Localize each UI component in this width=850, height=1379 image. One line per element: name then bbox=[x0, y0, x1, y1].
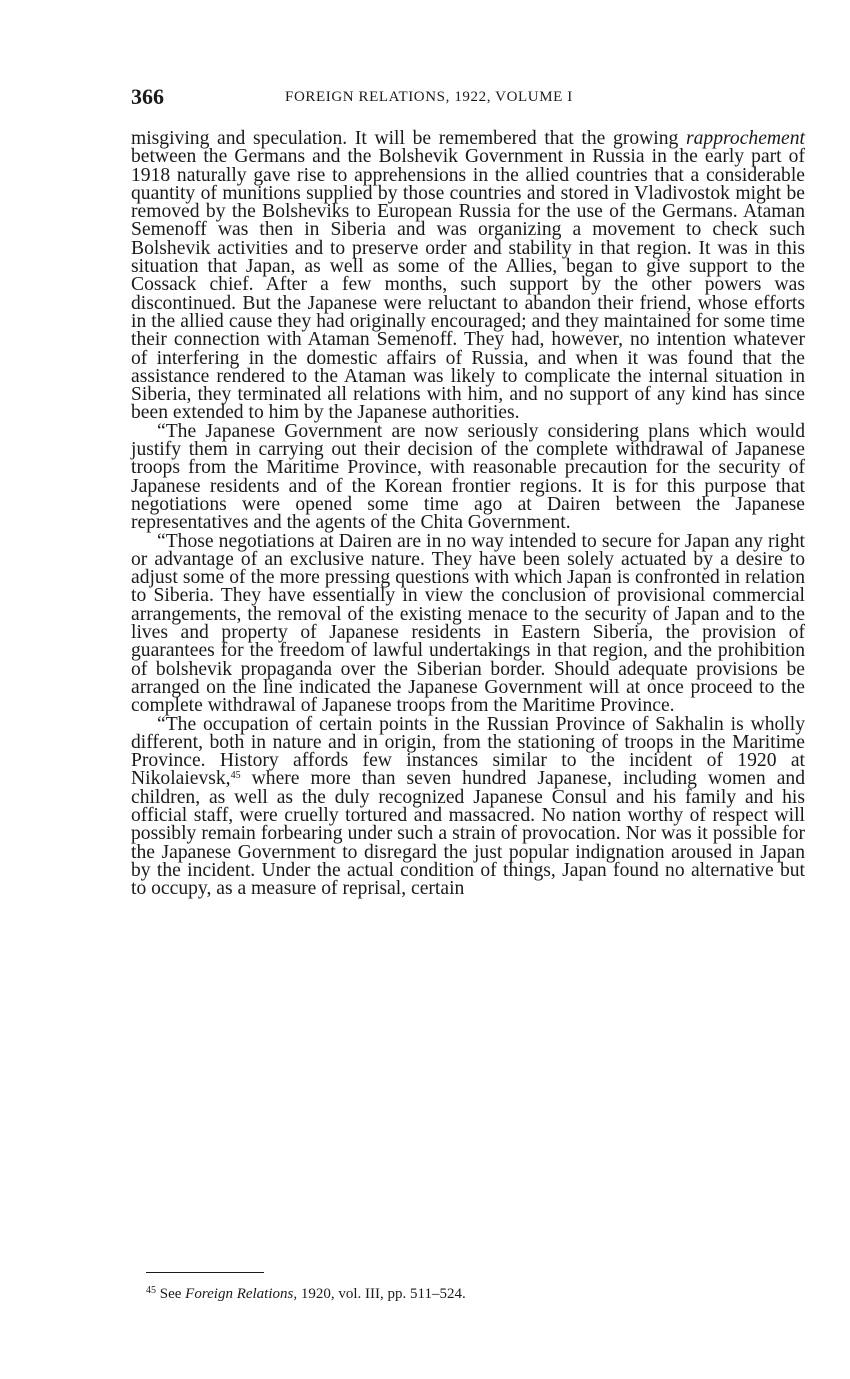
page-header bbox=[131, 84, 805, 108]
footnote-prefix: See bbox=[156, 1286, 186, 1302]
footnote bbox=[146, 1282, 806, 1303]
paragraph-4 bbox=[131, 713, 805, 900]
footnote-title: Foreign Relations, bbox=[185, 1286, 298, 1302]
paragraph-1-emphasis: rapprochement bbox=[686, 128, 805, 149]
paragraph-1 bbox=[131, 130, 805, 423]
running-head: FOREIGN RELATIONS, 1922, VOLUME I bbox=[285, 89, 573, 105]
paragraph-3: “Those negotiations at Dairen are in no way intended to secure for Japan any right or advantage of an exclusive nature. They have been solely actuated by a desire to adjust some of the more pressing questions with which Japan is confronted in relation to Siberia. They have essentially in view the conclusion of provisional commercial arrangements, the removal of the existing menace to the security of Japan and to the lives and property of Japanese residents in Eastern Siberia, the provision of guarantees for the freedom of lawful undertakings in that region, and the prohibition of bolshevik propaganda over the Siberian border. Should adequate provisions be arranged on the line indicated the Japanese Government will at once proceed to the complete withdrawal of Japanese troops from the Maritime Province. bbox=[131, 530, 805, 717]
body-text bbox=[131, 130, 805, 898]
page-number: 366 bbox=[131, 84, 164, 109]
paragraph-2: “The Japanese Government are now seriously considering plans which would justify them in carrying out their decision of the complete withdrawal of Japanese troops from the Maritime Province, with reasonable precaution for the security of Japanese residents and of the Korean frontier regions. It is for this purpose that negotiations were opened some time ago at Dairen between the Japanese representatives and the agents of the Chita Government. bbox=[131, 420, 805, 534]
paragraph-1-text-start: misgiving and speculation. It will be remembered that the growing bbox=[131, 128, 686, 149]
paragraph-4-text-start: “The occupation of certain points in the Russian Province of Sakhalin is wholly different, both in nature and in origin, from the stationing of troops in the Maritime Province. History affords few instances similar to the incident of 1920 at Nikolaievsk, bbox=[131, 713, 805, 790]
paragraph-1-text-end: between the Germans and the Bolshevik Government in Russia in the early part of 1918 naturally gave rise to apprehensions in the allied countries that a considerable quantity of munitions supplied by those countries and stored in Vladivostok might be removed by the Bolsheviks to European Russia for the use of the Germans. Ataman Semenoff was then in Siberia and was organizing a movement to check such Bolshevik activities and to preserve order and stability in that region. It was in this situation that Japan, as well as some of the Allies, began to give support to the Cossack chief. After a few months, such support by the other powers was discontinued. But the Japanese were reluctant to abandon their friend, whose efforts in the allied cause they had originally encouraged; and they maintained for some time their connection with Ataman Semenoff. They had, however, no intention whatever of interfering in the domestic affairs of Russia, and when it was found that the assistance rendered to the Ataman was likely to complicate the internal situation in Siberia, they terminated all relations with him, and no support of any kind has since been extended to him by the Japanese authorities. bbox=[131, 146, 805, 424]
paragraph-4-text-end: where more than seven hundred Japanese, including women and children, as well as the duly recognized Japanese Consul and his family and his official staff, were cruelly tortured and massacred. No nation worthy of respect will possibly remain forbearing under such a strain of provocation. Nor was it possible for the Japanese Government to disregard the just popular indignation aroused in Japan by the incident. Under the actual condition of things, Japan found no alternative but to occupy, as a measure of reprisal, certain bbox=[131, 768, 805, 900]
footnote-reference: 45 bbox=[230, 770, 241, 782]
footnote-divider bbox=[146, 1272, 264, 1273]
footnote-marker: 45 bbox=[146, 1285, 156, 1296]
footnote-citation: 1920, vol. III, pp. 511–524. bbox=[297, 1286, 466, 1302]
